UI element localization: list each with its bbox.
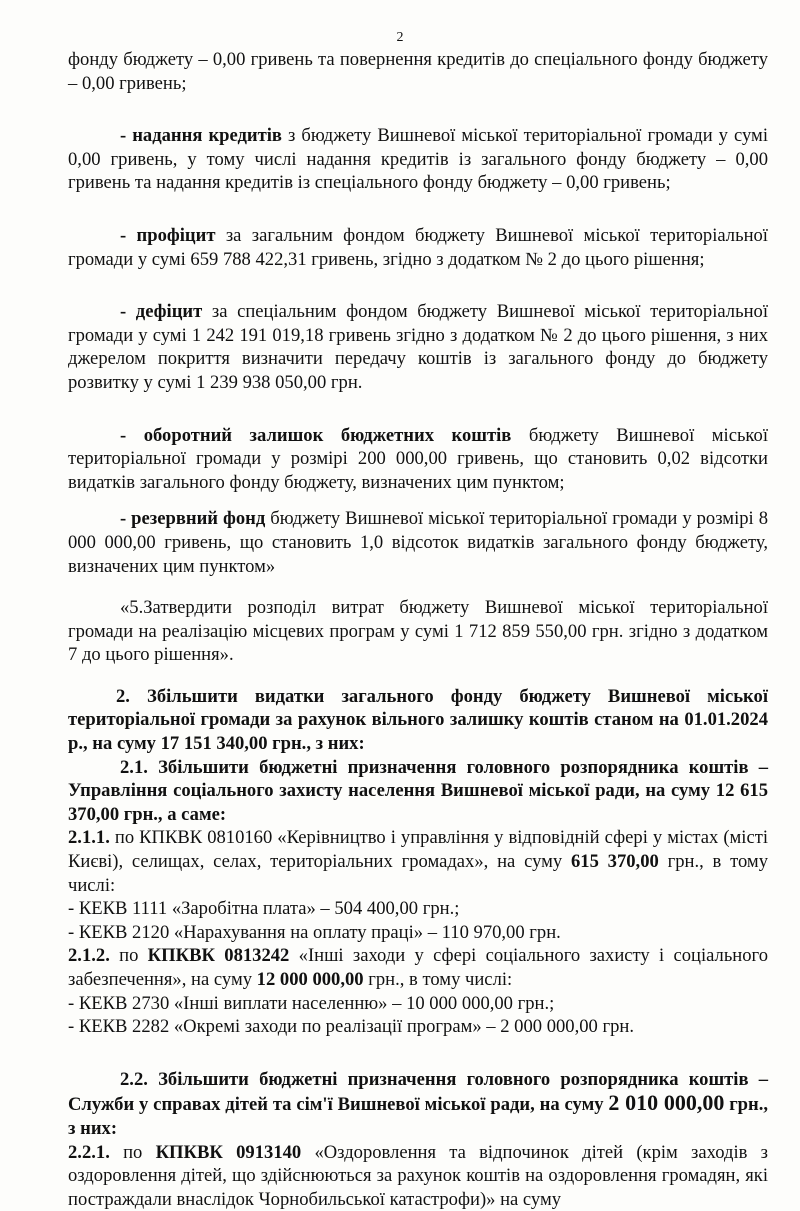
section-2-text: 2. Збільшити видатки загального фонду бюджету Вишневої міської територіальної громади за рахунок вільного залишку коштів станом на 01.01.2024 р., на суму 17 151 340,00 грн., з них:	[68, 685, 768, 755]
paragraph-surplus	[68, 224, 768, 271]
item-2-2-1	[68, 1141, 768, 1211]
item-2-1-2-suffix: грн., в тому числі:	[363, 969, 513, 990]
section-2-2-suffix: грн., з них:	[68, 1094, 769, 1139]
item-2-1-1-description: «Керівництво і управління у відповідній сфері у містах (місті Києві), селищах, селах, територіальних громадах», на суму	[68, 827, 768, 873]
working-balance-text: бюджету Вишневої міської територіальної громади у розмірі 200 000,00 гривень, що становить 0,02 відсотки видатків загального фонду бюджету, визначених цим пунктом;	[68, 424, 768, 493]
paragraph-reserve-fund	[68, 507, 768, 578]
deficit-lead: - дефіцит	[120, 301, 203, 323]
kekv-2730-line: - КЕКВ 2730 «Інші виплати населенню» – 10 000 000,00 грн.;	[68, 992, 555, 1014]
item-2-1-1	[68, 826, 768, 897]
item-2-1-1-code: КПКВК 0810160	[139, 827, 273, 849]
item-2-2-1-prefix: по	[109, 1141, 156, 1163]
paragraph-local-programs: «5.Затвердити розподіл витрат бюджету Вишневої міської територіальної громади на реалізацію місцевих програм у сумі 1 712 859 550,00 грн. згідно з додатком 7 до цього рішення».	[68, 597, 768, 666]
item-2-1-2-amount: 12 000 000,00	[256, 969, 364, 990]
paragraph-deficit	[68, 300, 768, 394]
section-2-2-heading	[68, 1068, 768, 1141]
deficit-text: за спеціальним фондом бюджету Вишневої міської територіальної громади у сумі 1 242 191 019,18 гривень згідно з додатком № 2 до цього рішення, з них джерелом покриття визначити передачу коштів із загального фонду до бюджету розвитку у сумі 1 239 938 050,00 грн.	[68, 301, 768, 393]
surplus-text: за загальним фондом бюджету Вишневої міської територіальної громади у сумі 659 788 422,31 гривень, згідно з додатком № 2 до цього рішення;	[68, 224, 768, 270]
page-number: 2	[396, 30, 404, 45]
item-2-1-1-prefix: по	[109, 827, 140, 849]
section-2-2-amount: 2 010 000,00	[608, 1090, 725, 1116]
credits-text: з бюджету Вишневої міської територіальної громади у сумі 0,00 гривень, у тому числі надання кредитів із загального фонду бюджету – 0,00 гривень та надання кредитів із спеціального фонду бюджету – 0,00 гривень;	[68, 125, 768, 194]
section-2-1-heading	[68, 756, 768, 827]
paragraph-credits	[68, 124, 768, 195]
working-balance-lead: - оборотний залишок бюджетних коштів	[120, 424, 512, 446]
paragraph-working-balance	[68, 424, 768, 495]
item-2-1-1-number: 2.1.1.	[68, 827, 110, 849]
surplus-lead: - профіцит	[120, 224, 216, 246]
section-2-1-text: 2.1. Збільшити бюджетні призначення головного розпорядника коштів – Управління соціального захисту населення Вишневої міської ради, на суму 12 615 370,00 грн., а саме:	[68, 756, 768, 825]
item-2-2-1-description: «Оздоровлення та відпочинок дітей (крім заходів з оздоровлення дітей, що здійснюються за рахунок коштів на оздоровлення громадян, які постраждали внаслідок Чорнобильської катастрофи)» на суму	[68, 1141, 768, 1210]
item-2-1-2	[68, 944, 768, 991]
kekv-1111-line: - КЕКВ 1111 «Заробітна плата» – 504 400,00 грн.;	[68, 898, 460, 920]
item-2-2-1-number: 2.2.1.	[68, 1141, 110, 1163]
document-body	[68, 48, 768, 1211]
item-2-1-2-prefix: по	[109, 945, 148, 967]
item-2-1-2-description: «Інші заходи у сфері соціального захисту і соціального забезпечення», на суму	[68, 945, 769, 990]
credits-lead: - надання кредитів	[120, 125, 282, 147]
item-2-2-1-code: КПКВК 0913140	[155, 1141, 302, 1163]
section-2-heading	[68, 685, 768, 756]
kekv-2120-line: - КЕКВ 2120 «Нарахування на оплату праці» – 110 970,00 грн.	[68, 921, 561, 943]
item-2-1-2-code: КПКВК 0813242	[147, 945, 290, 967]
reserve-fund-lead: - резервний фонд	[120, 508, 266, 530]
item-2-1-1-suffix: грн., в тому числі:	[68, 851, 768, 896]
section-2-2-text: 2.2. Збільшити бюджетні призначення головного розпорядника коштів – Служби у справах дітей та сім'ї Вишневої міської ради, на суму	[68, 1068, 768, 1116]
paragraph-fund-return: фонду бюджету – 0,00 гривень та повернення кредитів до спеціального фонду бюджету – 0,00 гривень;	[68, 49, 768, 94]
reserve-fund-text: бюджету Вишневої міської територіальної громади у розмірі 8 000 000,00 гривень, що становить 1,0 відсоток видатків загального фонду бюджету, визначених цим пунктом»	[68, 508, 768, 577]
item-2-1-2-number: 2.1.2.	[68, 945, 110, 967]
item-2-1-1-amount: 615 370,00	[570, 851, 659, 873]
kekv-2282-line: - КЕКВ 2282 «Окремі заходи по реалізації програм» – 2 000 000,00 грн.	[68, 1016, 635, 1038]
